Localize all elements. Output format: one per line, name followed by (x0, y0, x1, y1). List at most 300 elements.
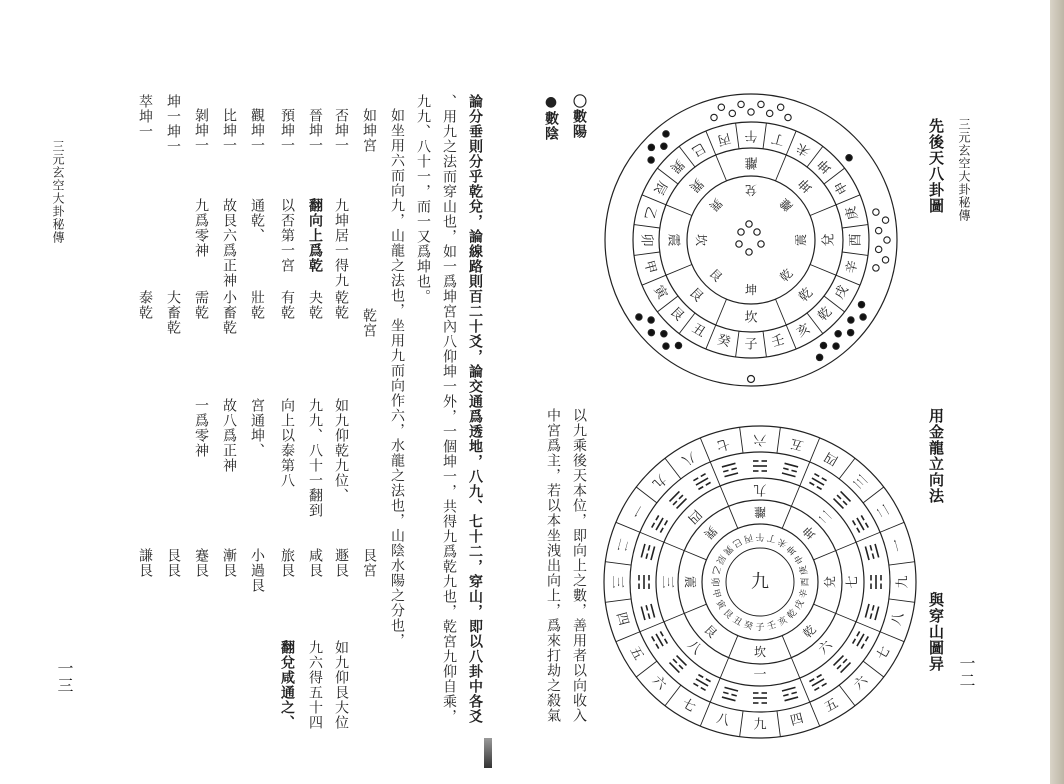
diagram2-outer-spoke (889, 562, 915, 565)
yang-dot (884, 237, 890, 243)
yin-dot (661, 331, 667, 337)
diagram1-mountain-label: 酉 (848, 233, 864, 247)
yang-dot (738, 229, 744, 235)
diagram2-trigram-label: 震 (683, 575, 697, 589)
diagram2-ring-number: 四 (684, 506, 705, 527)
yin-dot (648, 317, 654, 323)
diagram1-mountain-label: 丙 (715, 129, 733, 148)
table-note: 翻兌咸通之、 (279, 640, 295, 730)
diagram2-trigram-label: 離 (753, 505, 767, 519)
hexagram-glyph (782, 687, 798, 700)
diagram2-trigram-label: 艮 (701, 622, 720, 641)
page-number-right: 一二 (957, 655, 976, 689)
diagram1-mountain-label: 戌 (832, 283, 852, 302)
diagram2-outer-spoke (810, 702, 820, 726)
yin-line (706, 679, 711, 682)
yang-line (725, 473, 739, 477)
yang-dot (746, 249, 752, 255)
diagram2-outer-number: 八 (679, 448, 698, 468)
diagram2-mountain-label: 未 (776, 535, 790, 549)
diagram1-mountain-label: 辰 (650, 178, 670, 197)
hexagram-glyph (722, 463, 738, 476)
diagram1-mountain-label: 申 (832, 178, 852, 197)
hexagram-glyph (753, 693, 767, 703)
jinlong-lixiang-diagram (602, 410, 918, 760)
running-header-right: 三元玄空大卦秘傳 (957, 118, 971, 222)
yang-line (875, 607, 879, 621)
scan-artifact (484, 738, 492, 768)
diagram2-outer-spoke (616, 522, 640, 532)
diagram2-mountain-label: 丙 (742, 531, 754, 544)
diagram1-outer-spoke (736, 123, 739, 149)
diagram1-mountain-label: 子 (744, 337, 758, 353)
diagram2-ring-number: 六 (815, 637, 836, 658)
diagram2-inner-spoke (782, 506, 791, 528)
hexagram-glyph (669, 491, 686, 508)
hexagram-glyph (753, 461, 767, 471)
yin-line (866, 636, 869, 641)
table-note: 翻向上爲乾 (307, 198, 323, 273)
diagram2-trigram-label: 坎 (753, 645, 767, 659)
yin-dot (833, 343, 839, 349)
diagram2-outer-number: 六 (753, 431, 767, 447)
yang-line (677, 499, 687, 509)
yin-dot (675, 342, 681, 348)
yin-dot (661, 143, 667, 149)
table-gua: 蹇艮 (193, 548, 209, 578)
hexagram-glyph (871, 575, 881, 589)
yin-line (870, 613, 871, 618)
hexagram-glyph (722, 687, 738, 700)
legend-yin: ●數陰 (543, 94, 559, 141)
diagram2-mountain-label: 乾 (785, 607, 800, 622)
diagram2-outer-number: 六 (648, 673, 669, 694)
yin-line (809, 679, 814, 682)
yin-dot (847, 329, 853, 335)
body-line-2: 、用九之法而穿山也，如一爲坤宮內八仰坤一外，一個坤一，共得九爲乾九也，乾宮九仰自乘， (441, 94, 457, 724)
yin-line (872, 553, 873, 558)
yin-line (706, 482, 711, 485)
diagram2-center-number: 九 (751, 571, 769, 593)
yang-dot (729, 110, 735, 116)
yin-line (673, 659, 677, 663)
yang-dot (758, 241, 764, 247)
yin-line (822, 683, 827, 686)
yin-line (857, 528, 860, 533)
yin-line (814, 688, 819, 691)
diagram1-mountain-label: 丑 (689, 321, 708, 341)
diagram2-outer-number: 八 (714, 711, 732, 730)
diagram2-outer-spoke (636, 487, 657, 503)
diagram2-inner-spoke (814, 551, 836, 560)
yin-line (673, 501, 677, 505)
yin-line (791, 692, 796, 693)
diagram2-outer-number: 二 (612, 536, 631, 554)
table-gua: 剝坤一 (193, 108, 209, 153)
yin-line (656, 515, 659, 520)
diagram2-trigram-label: 乾 (800, 622, 819, 641)
yang-line (641, 544, 645, 558)
diagram2-outer-number: 四 (822, 448, 841, 468)
diagram2-outer-number: 六 (851, 673, 872, 694)
table-note: 九坤居一得九 (333, 198, 349, 288)
yang-dot (873, 265, 879, 271)
table-note: 如九仰艮大位 (333, 640, 349, 730)
yin-line (652, 636, 655, 641)
yin-dot (846, 155, 852, 161)
diagram2-mountain-label: 癸 (742, 620, 754, 633)
yin-line (866, 523, 869, 528)
diagram2-mountain-label: 辰 (713, 552, 727, 566)
diagram2-outer-number: 八 (889, 610, 908, 628)
diagram1-mountain-label: 癸 (715, 332, 733, 351)
hexagram-glyph (782, 463, 798, 476)
yang-dot (738, 101, 744, 107)
note-line-1: 以九乘後天本位，即向上之數，善用者以向收入 (571, 408, 587, 723)
diagram1-mountain-label: 庚 (843, 204, 862, 222)
table-note: 九爲零神 (193, 198, 209, 258)
diagram1-mountain-label: 卯 (638, 233, 654, 247)
diagram2-outer-spoke (740, 711, 743, 737)
diagram2-mountain-label: 甲 (709, 588, 722, 600)
diagram1-mountain-label: 午 (744, 127, 758, 143)
table-note: 宮通坤、 (249, 398, 265, 458)
yang-dot (718, 104, 724, 110)
table-note: 通乾、 (249, 198, 265, 243)
diagram1-xiantian-label: 坤 (744, 283, 758, 297)
table-gua: 晉坤一 (307, 108, 323, 153)
diagram2-outer-spoke (740, 427, 743, 453)
diagram2-outer-spoke (700, 702, 710, 726)
table-col2-header: 乾宮 (361, 308, 377, 338)
yin-dot (663, 343, 669, 349)
yin-line (783, 694, 788, 695)
yang-dot (777, 104, 783, 110)
diagram1-mountain-label: 巳 (689, 139, 708, 159)
diagram1-houtian-label: 艮 (685, 285, 706, 306)
diagram2-mountain-label: 庚 (798, 564, 811, 576)
diagram2-outer-spoke (880, 632, 904, 642)
yang-dot (882, 257, 888, 263)
yin-dot (858, 301, 864, 307)
diagram1-houtian-label: 離 (744, 154, 758, 170)
yang-line (782, 473, 796, 477)
table-gua: 萃坤一 (137, 94, 153, 139)
diagram1-outer-spoke (763, 123, 766, 149)
diagram2-mountain-label: 寅 (713, 598, 727, 612)
hexagram-glyph (834, 491, 851, 508)
table-gua: 乾乾 (333, 290, 349, 320)
diagram2-outer-number: 四 (788, 711, 806, 730)
diagram2-inner-spoke (729, 506, 738, 528)
yin-line (872, 605, 873, 610)
diagram1-outer-spoke (634, 225, 660, 228)
yin-dot (820, 342, 826, 348)
hexagram-glyph (809, 474, 826, 490)
yin-line (817, 675, 822, 678)
diagram2-inner-spoke (684, 551, 706, 560)
table-gua: 咸艮 (307, 548, 323, 578)
yin-line (822, 478, 827, 481)
diagram2-ring-number: 一 (753, 667, 767, 683)
hexagram-glyph (693, 474, 710, 490)
yin-dot (663, 131, 669, 137)
diagram2-mountain-label: 巽 (720, 542, 735, 557)
yin-dot (636, 314, 642, 320)
diagram2-trigram-label: 坤 (800, 523, 819, 542)
diagram1-xiantian-label: 兌 (744, 183, 758, 197)
diagram1-mountain-label: 亥 (794, 321, 813, 341)
diagram2-outer-spoke (665, 458, 681, 479)
diagram2-ring-number: 八 (684, 637, 705, 658)
yin-line (837, 665, 841, 669)
diagram2-outer-spoke (700, 438, 710, 462)
diagram2-mountain-label: 申 (793, 552, 807, 566)
yin-line (861, 644, 864, 649)
diagram2-outer-number: 四 (612, 610, 631, 628)
diagram2-mountain-label: 丑 (730, 615, 744, 629)
diagram2-outer-number: 七 (679, 696, 698, 716)
diagram2-outer-spoke (839, 458, 855, 479)
diagram1-mountain-label: 艮 (666, 304, 687, 325)
yang-dot (875, 246, 881, 252)
table-gua: 漸艮 (221, 548, 237, 578)
table-gua: 謙艮 (137, 548, 153, 578)
yin-dot (816, 354, 822, 360)
diagram2-mountain-label: 坤 (785, 542, 800, 557)
diagram2-mountain-label: 巳 (730, 535, 744, 549)
diagram1-xiantian-label: 離 (777, 195, 796, 214)
diagram2-outer-number: 二 (874, 501, 894, 520)
yang-line (782, 687, 796, 691)
yin-line (843, 659, 847, 663)
diagram2-outer-spoke (616, 632, 640, 642)
note-line-2: 中宮爲主，若以本坐洩出向上，爲來打劫之殺氣 (545, 408, 561, 723)
diagram2-subtitle: 與穿山圖异 (927, 592, 945, 672)
yin-line (656, 644, 659, 649)
yin-line (837, 495, 841, 499)
yang-line (722, 697, 736, 701)
yin-line (648, 613, 649, 618)
diagram2-outer-number: 一 (889, 536, 908, 554)
diagram1-mountain-label: 壬 (769, 332, 787, 351)
yang-dot (748, 376, 755, 383)
diagram1-xiantian-label: 乾 (777, 266, 796, 285)
diagram2-inner-spoke (729, 636, 738, 658)
diagram2-outer-spoke (810, 438, 820, 462)
diagram2-outer-spoke (605, 599, 631, 602)
diagram2-outer-spoke (777, 711, 780, 737)
diagram1-xiantian-label: 坎 (694, 233, 708, 247)
yang-dot (882, 217, 888, 223)
yang-dot (785, 114, 791, 120)
yang-dot (766, 110, 772, 116)
diagram1-middle-spoke (775, 299, 786, 325)
table-gua: 遯艮 (333, 548, 349, 578)
yang-line (875, 544, 879, 558)
table-gua: 有乾 (279, 290, 295, 320)
yang-line (725, 687, 739, 691)
yin-line (731, 694, 736, 695)
diagram2-outer-number: 九 (895, 575, 911, 589)
yin-line (665, 520, 668, 525)
table-gua: 坤一坤一 (165, 94, 181, 154)
diagram2-mountain-label: 壬 (766, 620, 778, 633)
yin-dot (648, 157, 654, 163)
diagram1-outer-spoke (736, 331, 739, 357)
yin-line (646, 553, 647, 558)
yang-line (834, 656, 844, 666)
diagram2-outer-spoke (889, 599, 915, 602)
diagram1-middle-spoke (666, 264, 692, 275)
diagram2-labels (610, 432, 911, 733)
yin-line (731, 468, 736, 469)
diagram2-title: 用金龍立向法 (927, 408, 945, 504)
yang-line (841, 663, 851, 673)
diagram2-outer-number: 一 (626, 501, 646, 520)
hexagram-glyph (639, 575, 649, 589)
diagram2-outer-number: 三 (851, 470, 872, 491)
yang-dot (746, 221, 752, 227)
diagram2-inner-spoke (814, 604, 836, 613)
diagram1-middle-spoke (716, 299, 727, 325)
diagram1-xiantian-label: 震 (794, 233, 808, 247)
diagram1-middle-spoke (666, 205, 692, 216)
diagram2-inner-spoke (782, 636, 791, 658)
table-note: 如九仰乾九位、 (333, 398, 349, 503)
yang-line (785, 697, 799, 701)
table-gua: 旅艮 (279, 548, 295, 578)
yang-line (841, 491, 851, 501)
table-gua: 夬乾 (307, 290, 323, 320)
diagram2-outer-number: 五 (626, 644, 646, 663)
yang-line (722, 463, 736, 467)
hexagram-glyph (853, 631, 869, 648)
diagram1-middle-spoke (716, 155, 727, 181)
yang-line (677, 656, 687, 666)
diagram2-mountain-label: 卯 (709, 577, 719, 587)
diagram2-outer-spoke (665, 685, 681, 706)
yin-line (843, 501, 847, 505)
diagram1-houtian-label: 坎 (744, 310, 758, 326)
diagram2-mountain-label: 子 (755, 623, 765, 633)
table-gua: 比坤一 (221, 108, 237, 153)
diagram2-outer-spoke (636, 661, 657, 677)
diagram1-mountain-label: 坤 (815, 155, 836, 176)
diagram2-outer-spoke (777, 427, 780, 453)
table-note: 九六得五十四 (307, 640, 323, 730)
diagram2-trigram-label: 兌 (823, 575, 837, 589)
hexagram-glyph (641, 544, 654, 560)
diagram1-houtian-label: 震 (665, 233, 681, 247)
diagram2-outer-spoke (605, 562, 631, 565)
diagram1-outer-spoke (634, 252, 660, 255)
yin-dot (648, 329, 654, 335)
diagram1-houtian-label: 巽 (685, 174, 706, 195)
yang-line (651, 604, 655, 618)
page-edge (1050, 0, 1064, 784)
yin-line (701, 688, 706, 691)
diagram1-mountain-label: 未 (794, 139, 813, 159)
yin-line (698, 675, 703, 678)
yin-line (861, 515, 864, 520)
yang-line (834, 499, 844, 509)
yang-dot (748, 109, 754, 115)
table-gua: 大畜乾 (165, 290, 181, 335)
diagram2-outer-number: 九 (753, 717, 767, 733)
yang-dot (873, 209, 879, 215)
diagram1-middle-spoke (810, 264, 836, 275)
yang-dot (875, 227, 881, 233)
table-gua: 小畜乾 (221, 290, 237, 335)
xian-hou-tian-bagua-diagram (596, 92, 906, 392)
diagram2-mountain-label: 戌 (793, 598, 807, 612)
yin-line (660, 528, 663, 533)
diagram2-outer-spoke (863, 661, 884, 677)
yang-line (865, 547, 869, 561)
body-line-1: 論分垂則分乎乾兌，論線路則百二十爻，論交通爲透地，八九、七十二，穿山，即以八卦中各爻 (467, 94, 483, 724)
diagram1-mountain-label: 乙 (640, 204, 659, 222)
yang-dot (758, 101, 764, 107)
table-gua: 預坤一 (279, 108, 295, 153)
diagram1-mountain-label: 乾 (815, 304, 836, 325)
yin-dot (648, 144, 654, 150)
table-note: 以否第一宮 (279, 198, 295, 273)
yang-line (651, 547, 655, 561)
yin-line (701, 474, 706, 477)
diagram2-mountain-label: 辛 (798, 588, 811, 600)
yin-line (693, 683, 698, 686)
diagram1-mountain-label: 丁 (769, 129, 787, 148)
table-gua: 否坤一 (333, 108, 349, 153)
diagram1-houtian-label: 兌 (821, 233, 837, 247)
table-col3-header: 艮宮 (361, 548, 377, 578)
diagram2-trigram-label: 巽 (701, 523, 720, 542)
hexagram-glyph (652, 515, 668, 532)
diagram2-ring-number: 二 (815, 506, 836, 527)
hexagram-glyph (669, 656, 686, 673)
yin-line (665, 639, 668, 644)
yin-dot (848, 317, 854, 323)
yin-line (723, 470, 728, 471)
hexagram-glyph (865, 604, 878, 620)
diagram2-ring-number: 三 (659, 575, 675, 589)
yang-line (641, 607, 645, 621)
body-line-3: 九九、八十一，而一又爲坤也。 (415, 94, 431, 304)
diagram2-outer-number: 五 (822, 696, 841, 716)
hexagram-glyph (652, 631, 668, 648)
diagram2-mountain-label: 艮 (720, 607, 735, 622)
yang-line (865, 604, 869, 618)
hexagram-glyph (693, 675, 710, 691)
diagram2-ring-number: 七 (845, 575, 861, 589)
diagram1-xiantian-label: 巽 (706, 195, 725, 214)
table-note: 一爲零神 (193, 398, 209, 458)
diagram1-houtian-label: 乾 (796, 285, 817, 306)
diagram1-outer-spoke (842, 252, 868, 255)
diagram2-outer-spoke (839, 685, 855, 706)
diagram2-ring-number: 九 (753, 481, 767, 497)
diagram2-inner-spoke (684, 604, 706, 613)
table-note: 九九、八十一翻到 (307, 398, 323, 518)
hexagram-glyph (834, 656, 851, 673)
yin-line (679, 665, 683, 669)
yang-dot (711, 114, 717, 120)
hexagram-glyph (853, 515, 869, 532)
body-line-4: 如坐用六而向九，山龍之法也，坐用九而向作六，水龍之法也，山陰水陽之分也， (389, 108, 405, 648)
diagram2-mountain-label: 乙 (709, 564, 722, 576)
diagram1-mountain-label: 辛 (843, 258, 862, 276)
